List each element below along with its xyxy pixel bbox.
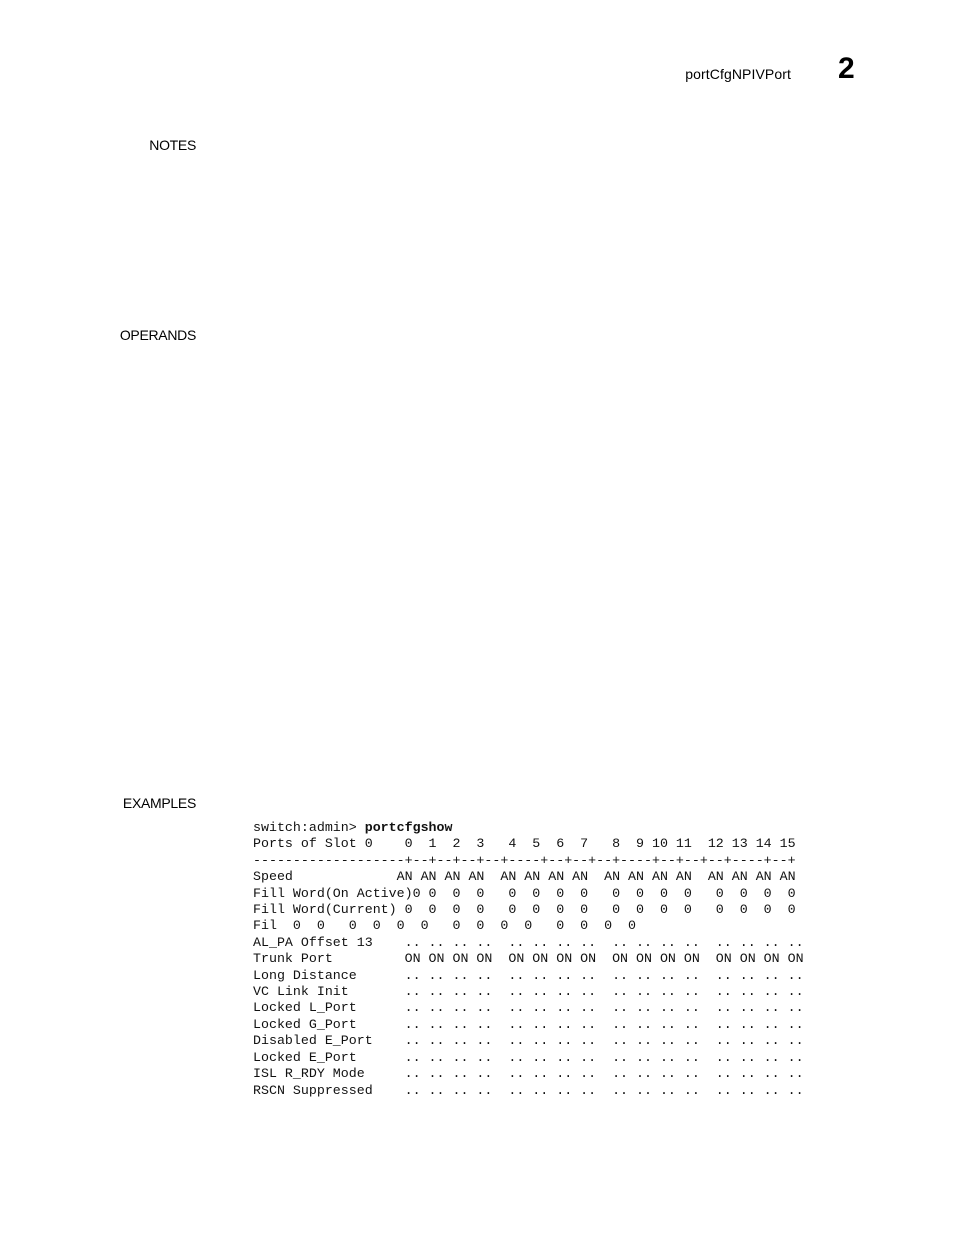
chapter-number: 2 [838, 52, 855, 85]
output-line: Trunk Port ON ON ON ON ON ON ON ON ON ON ON ON ON ON ON ON [253, 951, 804, 967]
output-line: Locked G_Port .. .. .. .. .. .. .. .. .. .. .. .. .. .. .. .. [253, 1016, 804, 1032]
command-text: portcfgshow [364, 820, 453, 835]
shell-prompt: switch:admin> [253, 820, 365, 835]
output-line: RSCN Suppressed .. .. .. .. .. .. .. .. .. .. .. .. .. .. .. .. [253, 1082, 804, 1098]
output-line: Long Distance .. .. .. .. .. .. .. .. .. .. .. .. .. .. .. .. [253, 967, 804, 983]
output-line: Fil 0 0 0 0 0 0 0 0 0 0 0 0 0 0 [253, 918, 637, 934]
operands-heading: OPERANDS [119, 327, 196, 343]
output-line: AL_PA Offset 13 .. .. .. .. .. .. .. .. .. .. .. .. .. .. .. .. [253, 934, 804, 950]
output-line: -------------------+--+--+--+--+----+--+--+--+----+--+--+--+----+--+ [253, 852, 796, 868]
command-line [253, 820, 804, 836]
output-line: Locked E_Port .. .. .. .. .. .. .. .. .. .. .. .. .. .. .. .. [253, 1049, 804, 1065]
output-line: Locked L_Port .. .. .. .. .. .. .. .. .. .. .. .. .. .. .. .. [253, 1000, 804, 1016]
examples-heading: EXAMPLES [122, 795, 196, 811]
example-code-block [253, 820, 804, 1099]
output-line: VC Link Init .. .. .. .. .. .. .. .. .. .. .. .. .. .. .. .. [253, 984, 804, 1000]
output-line: Disabled E_Port .. .. .. .. .. .. .. .. .. .. .. .. .. .. .. .. [253, 1033, 804, 1049]
output-line: Fill Word(On Active)0 0 0 0 0 0 0 0 0 0 0 0 0 0 0 0 [253, 885, 796, 901]
output-line: Ports of Slot 0 0 1 2 3 4 5 6 7 8 9 10 11 12 13 14 15 [253, 836, 796, 852]
running-title: portCfgNPIVPort [685, 66, 791, 82]
output-line: Speed AN AN AN AN AN AN AN AN AN AN AN AN AN AN AN AN [253, 869, 796, 885]
notes-heading: NOTES [149, 137, 196, 153]
output-line: Fill Word(Current) 0 0 0 0 0 0 0 0 0 0 0 0 0 0 0 0 [253, 902, 796, 918]
output-line: ISL R_RDY Mode .. .. .. .. .. .. .. .. .. .. .. .. .. .. .. .. [253, 1066, 804, 1082]
